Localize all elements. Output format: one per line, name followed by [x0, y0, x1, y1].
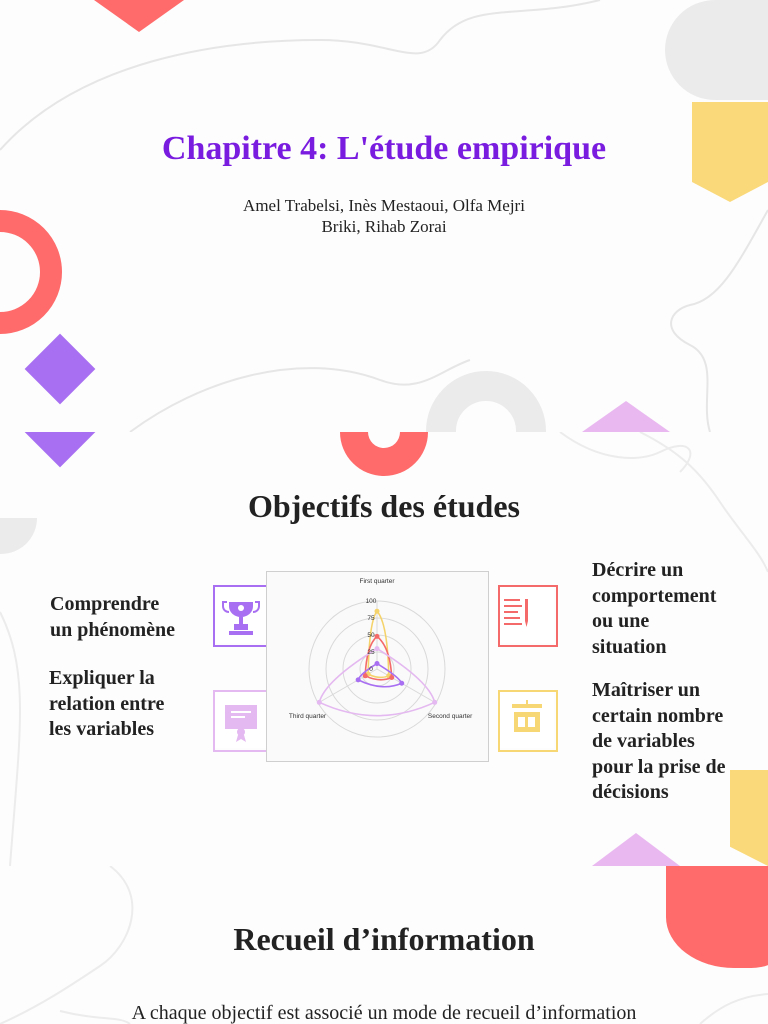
slide-data-collection: [0, 866, 768, 1024]
objective-line: décisions: [592, 781, 669, 803]
objective-line: situation: [592, 635, 667, 658]
objective-line: certain nombre: [592, 704, 724, 727]
slide-objectives: [0, 432, 768, 866]
radar-tick-label: 100: [365, 598, 377, 605]
radar-point: [356, 677, 361, 682]
authors-line: Briki, Rihab Zorai: [321, 217, 447, 236]
radar-tick-label: 75: [367, 615, 375, 622]
radar-point: [375, 634, 380, 639]
radar-point: [375, 661, 380, 666]
data-collection-text: A chaque objectif est associé un mode de recueil d’information: [131, 1002, 637, 1024]
radar-point: [432, 700, 437, 705]
slide-title: [0, 0, 768, 432]
objective-line: relation entre: [49, 692, 165, 715]
radar-point: [389, 675, 394, 680]
radar-point: [375, 646, 380, 651]
radar-axis-label: First quarter: [359, 578, 395, 585]
objective-line: Expliquer la: [49, 667, 155, 689]
trophy-icon: [213, 585, 269, 643]
radar-tick-label: 25: [367, 649, 375, 656]
objective-describe: [592, 558, 716, 660]
authors: [234, 195, 534, 237]
radar-axis-label: Third quarter: [288, 713, 327, 720]
objective-line: de variables: [592, 730, 695, 752]
data-collection-title: Recueil d’information: [233, 921, 535, 957]
radar-axis-label: Second quarter: [427, 713, 473, 720]
objective-line: ou une: [592, 610, 650, 632]
objective-control: [592, 678, 726, 806]
objective-line: un phénomène: [50, 618, 176, 641]
lilac-triangle-shape: [592, 833, 680, 866]
radar-chart-svg: [267, 572, 488, 761]
objective-line: pour la prise de: [592, 755, 726, 778]
coral-triangle-shape: [94, 0, 184, 32]
chapter-title: Chapitre 4: L'étude empirique: [161, 130, 607, 167]
gray-semicircle-shape: [665, 0, 768, 100]
objective-line: comportement: [592, 584, 717, 607]
objective-understand: [50, 592, 175, 643]
radar-point: [375, 609, 380, 614]
radar-tick-label: 50: [367, 632, 375, 639]
objective-explain: [49, 666, 164, 743]
radar-chart: [266, 571, 489, 762]
lilac-triangle-shape: [582, 401, 670, 432]
radar-tick-label: 0: [369, 666, 373, 673]
objective-line: Maîtriser un: [592, 679, 700, 701]
objective-line: Décrire un: [592, 559, 684, 581]
radar-point: [399, 681, 404, 686]
certificate-icon: [213, 690, 269, 748]
authors-line: Amel Trabelsi, Inès Mestaoui, Olfa Mejri: [243, 196, 525, 215]
presentation-board-icon: [498, 690, 554, 748]
document-icon: [498, 585, 554, 643]
objectives-title: Objectifs des études: [248, 488, 520, 524]
objective-line: les variables: [49, 718, 154, 740]
radar-point: [317, 700, 322, 705]
objective-line: Comprendre: [50, 593, 160, 615]
